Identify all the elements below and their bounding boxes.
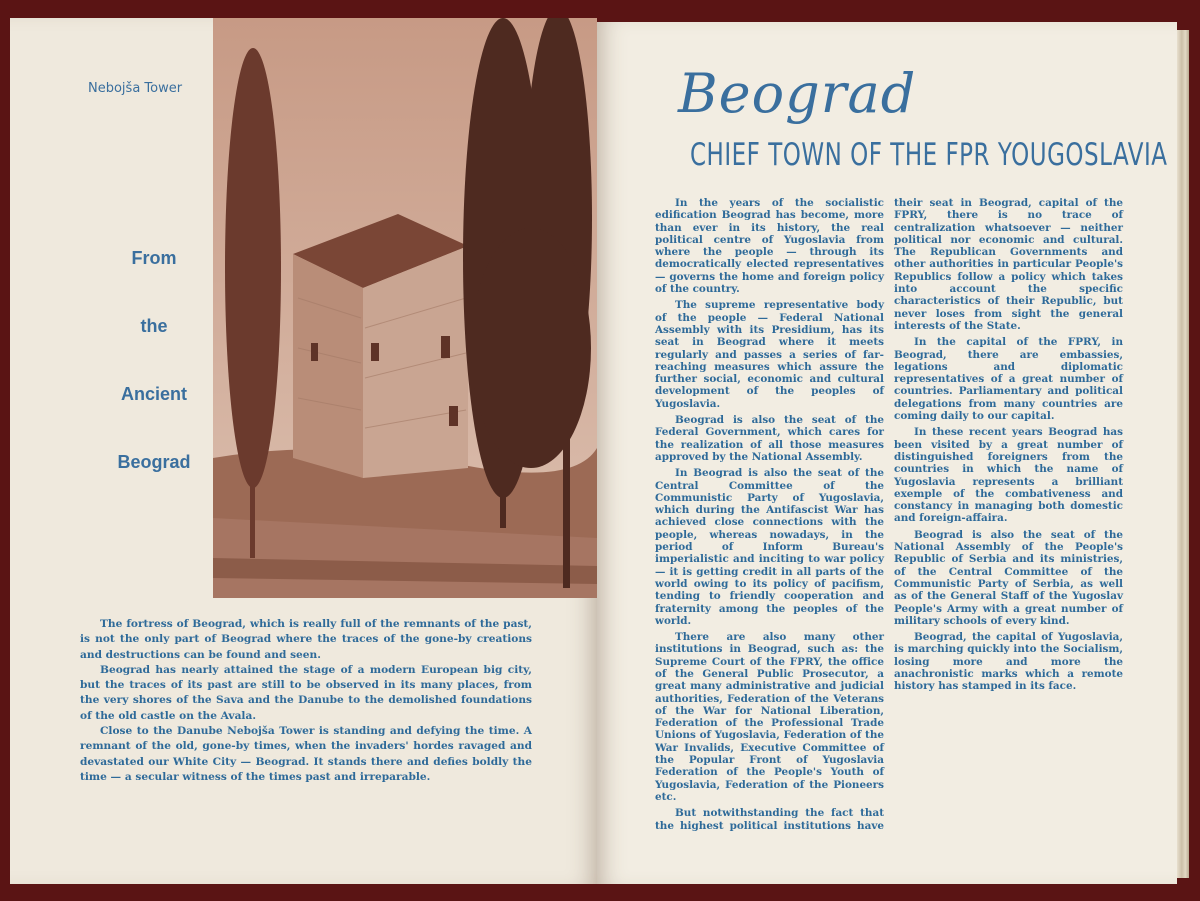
paragraph: The supreme representative body of the people — Federal National Assembly with its Presidium, has its seat in Beograd where it meets regularly and passes a series of far-reaching measures which assure the further social, economic and cultural development of the peoples of Yugoslavia.	[655, 299, 884, 410]
paragraph: Close to the Danube Nebojša Tower is standing and defying the time. A remnant of the old, gone-by times, when the invaders' hordes ravaged and devastated our White City — Beograd. It stands there and defies boldly the time — a secular witness of the times past and irreparable.	[80, 725, 532, 783]
paragraph: In the years of the socialistic edification Beograd has become, more than ever in its history, the real political centre of Yugoslavia from where the people — through its democratically elected representatives — governs the home and foreign policy of the country.	[655, 197, 884, 296]
paragraph: Beograd is also the seat of the Federal Government, which cares for the realization of all those measures approved by the National Assembly.	[655, 414, 884, 463]
paragraph: There are also many other institutions in Beograd, such as: the Supreme Court of the FPRY, the office of the General Public Prosecutor, a great many administrative and judicial authorities, Federation of the Veterans of the War for National Liberation, Federation of the Professional Trade Unions of Yugoslavia, Federation of the War Invalids, Executive Committee of the Popular Front of Yugoslavia Federation of the People's Youth of Yugoslavia, Federation of the Pioneers etc.	[655, 631, 884, 803]
nebojsa-tower-photo	[213, 18, 597, 598]
tower-left-wall	[293, 254, 363, 478]
side-heading-word: From	[131, 248, 177, 268]
tower-window	[449, 406, 458, 426]
side-heading	[112, 248, 196, 520]
paragraph: The fortress of Beograd, which is really full of the remnants of the past, is not the only part of Beograd where the traces of the gone-by creations and destructions can be found and seen.	[80, 618, 532, 661]
paragraph: Beograd has nearly attained the stage of a modern European big city, but the traces of its past are still to be observed in its many places, from the very shores of the Sava and the Danube to the demolished foundations of the old castle on the Avala.	[80, 663, 532, 722]
tower-window	[441, 336, 450, 358]
side-heading-word: Ancient	[120, 384, 187, 404]
paragraph: Beograd is also the seat of the National Assembly of the People's Republic of Serbia and its ministries, of the Central Committee of the Communistic Party of Serbia, as well as of the General Staff of the Yugoslav People's Army with a great number of military schools of every kind.	[894, 528, 1123, 627]
paragraph: In Beograd is also the seat of the Central Committee of the Communistic Party of Yugoslavia, which during the Antifascist War has achieved close connections with the people, whereas nowadays, in the period of Inform Bureau's imperialistic and inciting to war policy — it is getting credit in all parts of the world owing to its policy of pacifism, tending to friendly cooperation and fraternity among the peoples of the world.	[655, 467, 884, 627]
tower-window	[371, 343, 379, 361]
tower-window	[311, 343, 318, 361]
paragraph: In the capital of the FPRY, in Beograd, there are embassies, legations and diplomatic representatives of a great number of countries. Parliamentary and political delegations from many countries are coming daily to our capital.	[894, 336, 1123, 423]
paragraph: But notwithstanding the fact that the highest political institutions have their seat in Beograd, capital of the FPRY, there is no trace of centralization whatsoever — neither political nor economic and cultural. The Republican Governments and other authorities in particular People's Republics follow a policy which takes into account the specific characteristics of their Republic, but never loses from sight the general interests of the State.	[655, 197, 1123, 832]
right-body-text	[655, 197, 1123, 837]
tower-illustration	[213, 18, 597, 598]
page-title: Beograd	[678, 62, 917, 125]
paragraph: Beograd, the capital of Yugoslavia, is marching quickly into the Socialism, losing more and more the anachronistic marks which a remote history has stamped in its face.	[894, 631, 1123, 693]
left-body-text	[80, 617, 532, 785]
side-heading-word: Beograd	[117, 452, 191, 472]
paragraph: In these recent years Beograd has been visited by a great number of distinguished foreigners from the countries in which the name of Yugoslavia represents a brilliant exemple of the combativeness and constancy in managing both domestic and foreign-affaira.	[894, 426, 1123, 525]
page-subtitle: CHIEF TOWN OF THE FPR YOUGOSLAVIA	[690, 138, 1168, 174]
page-edge	[1177, 30, 1189, 878]
side-heading-word: the	[140, 316, 168, 336]
photo-caption: Nebojša Tower	[88, 81, 183, 96]
